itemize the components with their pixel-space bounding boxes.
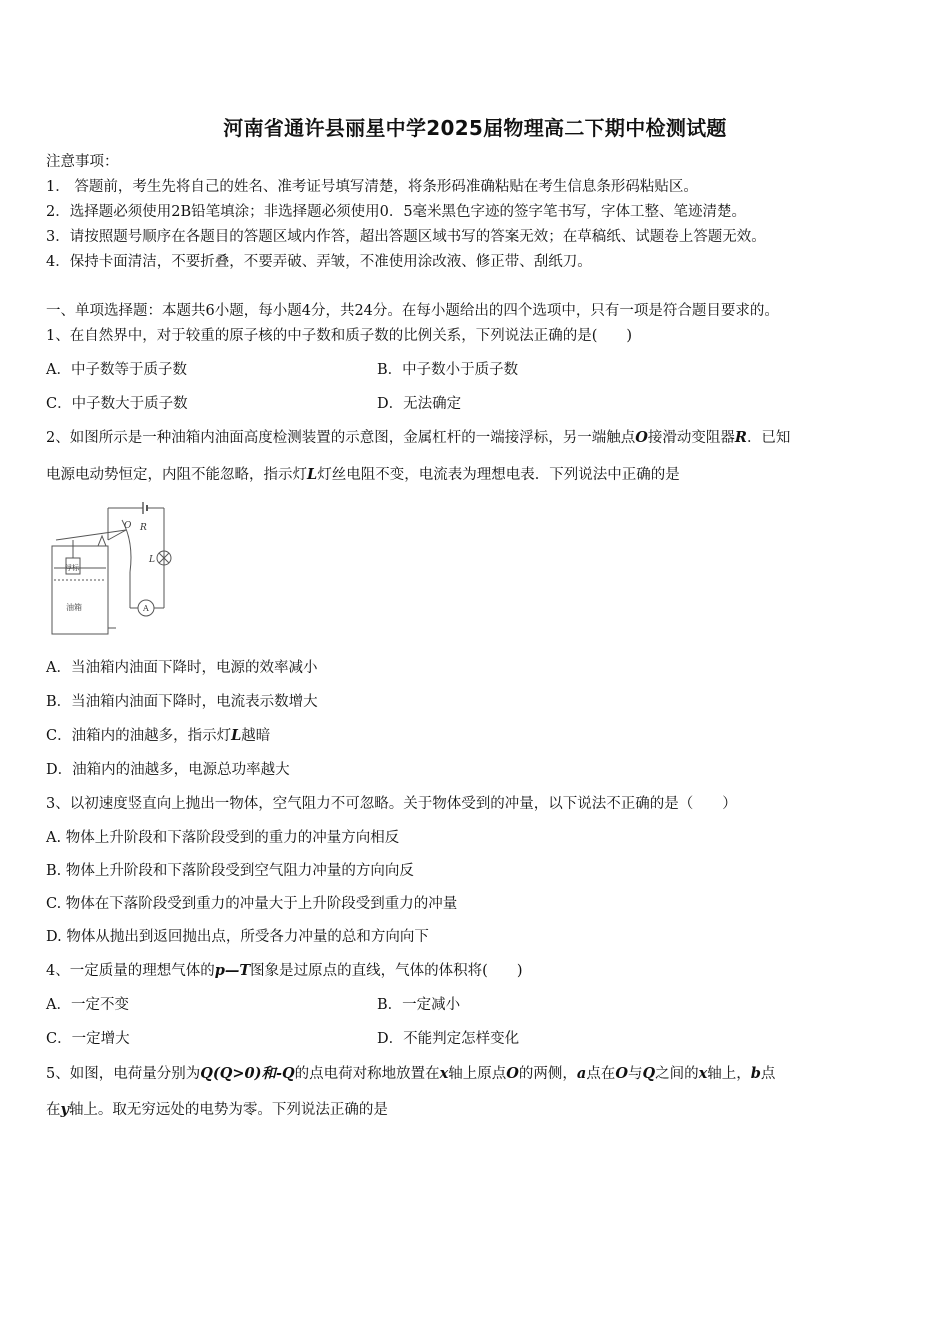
question-1-stem: 1、在自然界中，对于较重的原子核的中子数和质子数的比例关系，下列说法正确的是( ) bbox=[46, 328, 633, 344]
figure-label-a: A bbox=[143, 604, 149, 613]
question-2-stem-line-2: 电源电动势恒定，内阻不能忽略，指示灯L灯丝电阻不变，电流表为理想电表．下列说法中正确的是 bbox=[46, 466, 680, 483]
q3-option-d: D. 物体从抛出到返回抛出点，所受各力冲量的总和方向向下 bbox=[46, 929, 429, 945]
question-2-stem-line-1: 2、如图所示是一种油箱内油面高度检测装置的示意图，金属杠杆的一端接浮标，另一端触点O接滑动变阻器R．已知 bbox=[46, 429, 791, 446]
notice-item-2: 2．选择题必须使用2B铅笔填涂；非选择题必须使用0．5毫米黑色字迹的签字笔书写，字体工整、笔迹清楚。 bbox=[46, 204, 747, 220]
figure-label-oil: 油箱 bbox=[66, 603, 82, 612]
question-5-stem-line-1: 5、如图，电荷量分别为Q(Q>0)和-Q的点电荷对称地放置在x轴上原点O的两侧，a点在O与Q之间的x轴上，b点 bbox=[46, 1065, 776, 1082]
q2-option-a: A．当油箱内油面下降时，电源的效率减小 bbox=[46, 660, 318, 676]
q4-option-a: A．一定不变 bbox=[46, 997, 129, 1013]
q4-option-b: B．一定减小 bbox=[377, 997, 461, 1013]
notice-item-1: 1． 答题前，考生先将自己的姓名、准考证号填写清楚，将条形码准确粘贴在考生信息条形码粘贴区。 bbox=[46, 179, 698, 195]
q2-option-d: D．油箱内的油越多，电源总功率越大 bbox=[46, 762, 290, 778]
figure-label-r: R bbox=[140, 523, 147, 533]
notice-item-3: 3．请按照题号顺序在各题目的答题区域内作答，超出答题区域书写的答案无效；在草稿纸、试题卷上答题无效。 bbox=[46, 229, 766, 245]
question-3-stem: 3、以初速度竖直向上抛出一物体，空气阻力不可忽略。关于物体受到的冲量，以下说法不正确的是（ ） bbox=[46, 796, 737, 812]
q1-option-a: A．中子数等于质子数 bbox=[46, 362, 187, 378]
q3-option-b: B. 物体上升阶段和下落阶段受到空气阻力冲量的方向向反 bbox=[46, 863, 414, 879]
figure-label-float: 浮标 bbox=[65, 564, 79, 572]
q1-option-d: D．无法确定 bbox=[377, 396, 462, 412]
question-5-stem-line-2: 在y轴上。取无穷远处的电势为零。下列说法正确的是 bbox=[46, 1101, 388, 1118]
q3-option-a: A. 物体上升阶段和下落阶段受到的重力的冲量方向相反 bbox=[46, 830, 400, 846]
q4-option-d: D．不能判定怎样变化 bbox=[377, 1031, 520, 1047]
q2-option-b: B．当油箱内油面下降时，电流表示数增大 bbox=[46, 694, 318, 710]
q1-option-c: C．中子数大于质子数 bbox=[46, 396, 188, 412]
page-title: 河南省通许县丽星中学2025届物理高二下期中检测试题 bbox=[223, 116, 727, 140]
q4-option-c: C．一定增大 bbox=[46, 1031, 130, 1047]
oil-tank-circuit-figure bbox=[46, 500, 176, 640]
notice-heading: 注意事项： bbox=[46, 154, 119, 170]
q3-option-c: C. 物体在下落阶段受到重力的冲量大于上升阶段受到重力的冲量 bbox=[46, 896, 458, 912]
q1-option-b: B．中子数小于质子数 bbox=[377, 362, 519, 378]
question-4-stem: 4、一定质量的理想气体的p—T图象是过原点的直线，气体的体积将( ) bbox=[46, 962, 523, 979]
q2-option-c: C．油箱内的油越多，指示灯L越暗 bbox=[46, 727, 271, 744]
notice-item-4: 4．保持卡面清洁，不要折叠，不要弄破、弄皱，不准使用涂改液、修正带、刮纸刀。 bbox=[46, 254, 592, 270]
figure-label-l: L bbox=[149, 555, 155, 565]
section-heading: 一、单项选择题：本题共6小题，每小题4分，共24分。在每小题给出的四个选项中，只有一项是符合题目要求的。 bbox=[46, 303, 779, 319]
figure-label-o: O bbox=[124, 521, 132, 531]
